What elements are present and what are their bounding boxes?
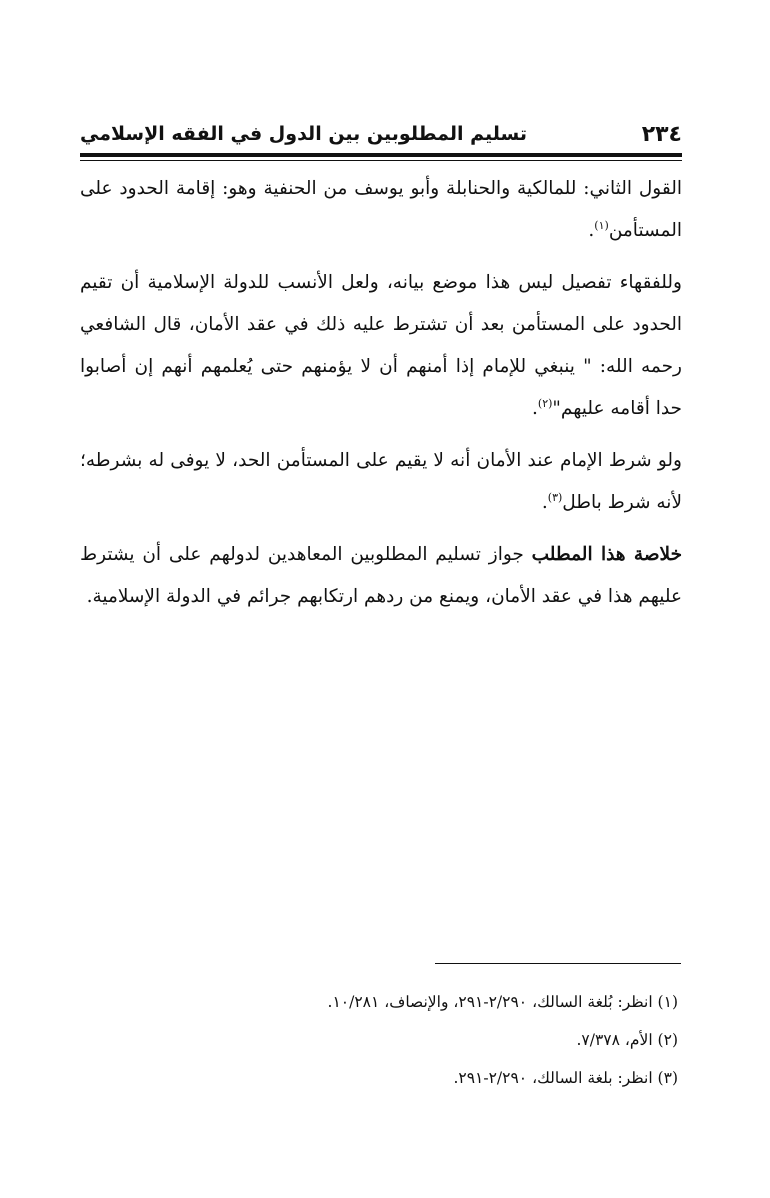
running-title: تسليم المطلوبين بين الدول في الفقه الإسلامي <box>80 123 527 145</box>
page-header <box>80 116 682 152</box>
paragraph-1 <box>80 168 682 252</box>
paragraph-4-text: جواز تسليم المطلوبين المعاهدين لدولهم على أن يشترط عليهم هذا في عقد الأمان، ويمنع من ردهم ارتكابهم جرائم في الدولة الإسلامية. <box>80 544 682 607</box>
footnote-3: (٣) انظر: بلغة السالك، ٢/٢٩٠-٢٩١. <box>453 1069 678 1087</box>
footnote-ref-3: (٣) <box>547 490 563 504</box>
footnote-separator <box>435 963 681 964</box>
paragraph-3 <box>80 440 682 524</box>
paragraph-3-text: ولو شرط الإمام عند الأمان أنه لا يقيم على المستأمن الحد، لا يوفى له بشرطه؛ لأنه شرط باطل <box>80 450 682 513</box>
footnote-ref-2: (٢) <box>537 396 553 410</box>
paragraph-1-text: القول الثاني: للمالكية والحنابلة وأبو يوسف من الحنفية وهو: إقامة الحدود على المستأمن <box>80 178 682 241</box>
footnote-ref-1: (١) <box>594 218 609 232</box>
footnotes <box>100 983 678 1097</box>
paragraph-3-end: . <box>541 492 548 513</box>
summary-label: خلاصة هذا المطلب <box>531 544 683 565</box>
header-rule-thin <box>80 160 682 161</box>
paragraph-2 <box>80 262 682 430</box>
paragraph-4 <box>80 534 682 618</box>
body-text <box>80 168 682 628</box>
paragraph-1-end: . <box>588 220 595 241</box>
header-rule-thick <box>80 153 682 157</box>
paragraph-2-end: . <box>532 398 538 419</box>
footnote-2: (٢) الأم، ٧/٣٧٨. <box>576 1031 678 1049</box>
paragraph-2-text: وللفقهاء تفصيل ليس هذا موضع بيانه، ولعل الأنسب للدولة الإسلامية أن تقيم الحدود على المستأمن بعد أن تشترط عليه ذلك في عقد الأمان، قال الشافعي رحمه الله: " ينبغي للإمام إذا أمنهم أن لا يؤمنهم حتى يُعلمهم أنهم إن أصابوا حدا أقامه عليهم" <box>80 272 682 419</box>
page-number: ٢٣٤ <box>641 121 682 147</box>
footnote-1: (١) انظر: بُلغة السالك، ٢/٢٩٠-٢٩١، والإنصاف، ١٠/٢٨١. <box>327 993 678 1011</box>
